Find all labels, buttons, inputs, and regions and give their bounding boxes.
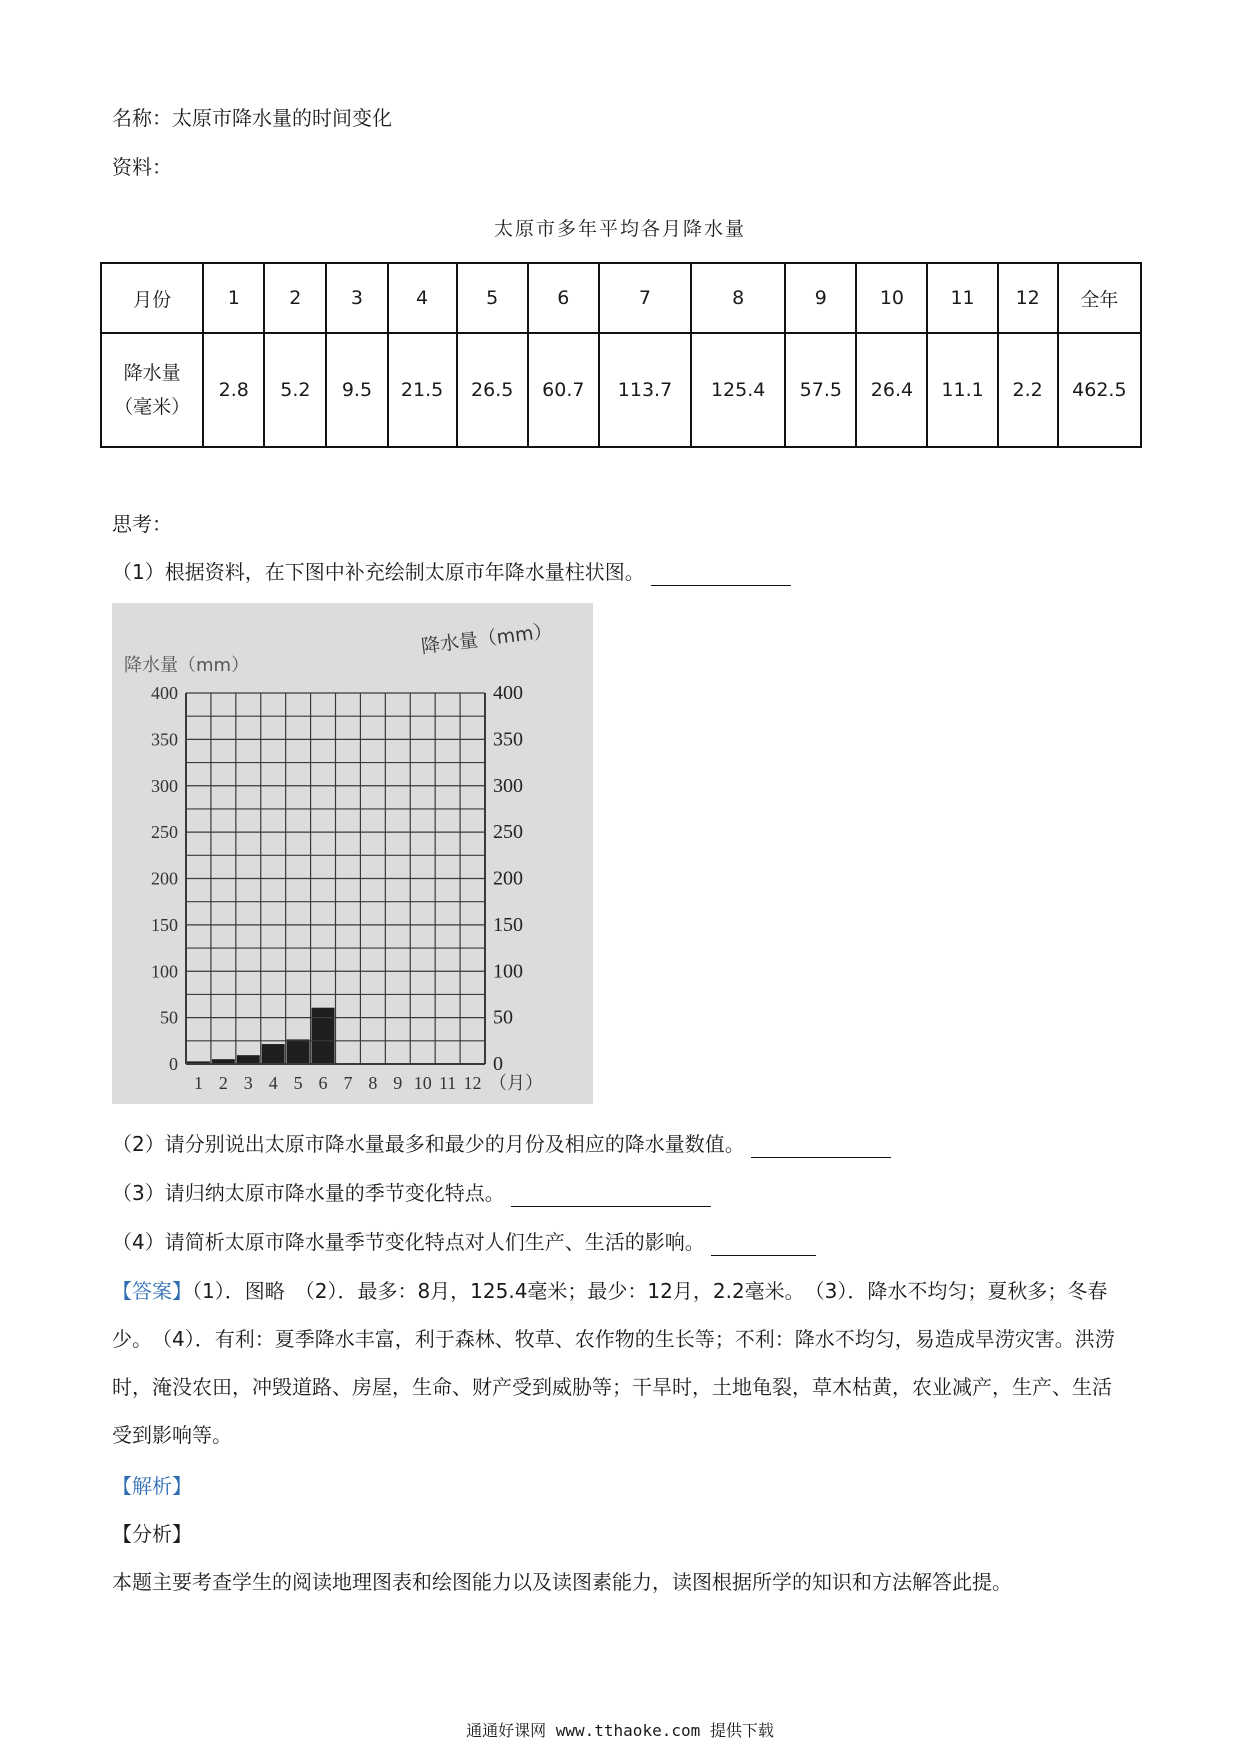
- x-tick-label: 12: [463, 1073, 482, 1093]
- y-tick-label-left: 250: [151, 822, 178, 843]
- x-unit-label: （月）: [489, 1073, 543, 1093]
- header-label-cell: 月份: [101, 263, 203, 333]
- value-cell: 57.5: [785, 333, 856, 447]
- question-2: [112, 1130, 891, 1158]
- month-cell: 1: [203, 263, 264, 333]
- question-4: [112, 1228, 816, 1256]
- row-label-line1: 降水量: [123, 362, 181, 384]
- think-label: 思考：: [112, 512, 172, 536]
- footer-text: 通通好课网 www.tthaoke.com 提供下载: [466, 1721, 774, 1740]
- y-tick-label-right: 150: [493, 913, 523, 936]
- month-cell: 2: [264, 263, 326, 333]
- x-tick-label: 2: [218, 1073, 228, 1093]
- answer-blank[interactable]: [711, 1235, 816, 1256]
- month-cell: 6: [528, 263, 599, 333]
- y-tick-label-left: 50: [160, 1007, 178, 1028]
- y-axis-label-right: 降水量（mm）: [419, 620, 554, 658]
- row-label-cell: [101, 333, 203, 447]
- x-tick-label: 3: [243, 1073, 253, 1093]
- value-cell: 113.7: [599, 333, 691, 447]
- month-cell: 8: [691, 263, 785, 333]
- bar: [287, 1039, 310, 1064]
- y-tick-label-right: 50: [493, 1006, 513, 1029]
- table-value-row: [101, 333, 1141, 447]
- value-cell: 11.1: [927, 333, 997, 447]
- question-3: [112, 1179, 711, 1207]
- month-cell: 5: [457, 263, 528, 333]
- question-3-text: （3）请归纳太原市降水量的季节变化特点。: [112, 1181, 505, 1205]
- precipitation-bar-chart: [112, 603, 593, 1104]
- question-1: [112, 558, 791, 586]
- bar: [312, 1008, 335, 1064]
- x-tick-label: 6: [318, 1073, 328, 1093]
- analysis-tag: 【解析】: [112, 1474, 192, 1498]
- value-cell: 125.4: [691, 333, 785, 447]
- y-axis-label-left: 降水量（mm）: [124, 655, 250, 676]
- analysis-subtag: 【分析】: [112, 1522, 192, 1546]
- y-tick-label-left: 350: [151, 729, 178, 750]
- question-4-text: （4）请简析太原市降水量季节变化特点对人们生产、生活的影响。: [112, 1230, 705, 1254]
- x-tick-label: 9: [393, 1073, 403, 1093]
- answer-text: （1）．图略 （2）．最多：8月，125.4毫米；最少：12月，2.2毫米。 （3）．降水不均匀；夏秋多；冬春少。 （4）．有利：夏季降水丰富，利于森林、牧草、农作物的生长等；不利：降水不均匀，易造成旱涝灾害。洪涝时，淹没农田，冲毁道路、房屋，生命、财产受到威胁等；干旱时，土地龟裂，草木枯黄，农业减产，生产、生活受到影响等。: [112, 1279, 1115, 1447]
- value-cell: 60.7: [528, 333, 599, 447]
- y-tick-label-right: 300: [493, 774, 523, 797]
- value-cell: 26.4: [856, 333, 927, 447]
- y-tick-label-right: 400: [493, 682, 523, 704]
- answer-blank[interactable]: [511, 1186, 711, 1207]
- month-cell: 9: [785, 263, 856, 333]
- month-cell: 7: [599, 263, 691, 333]
- precipitation-table: [100, 262, 1142, 448]
- analysis-text: 本题主要考查学生的阅读地理图表和绘图能力以及读图素能力，读图根据所学的知识和方法解答此提。: [112, 1570, 1012, 1594]
- x-tick-label: 8: [368, 1073, 378, 1093]
- y-tick-label-right: 100: [493, 960, 523, 983]
- month-cell: 3: [326, 263, 387, 333]
- x-tick-label: 7: [343, 1073, 353, 1093]
- value-cell: 2.2: [998, 333, 1058, 447]
- x-tick-label: 11: [438, 1073, 457, 1093]
- y-tick-label-left: 200: [151, 868, 178, 889]
- answer-block: [112, 1267, 1130, 1459]
- value-cell: 26.5: [457, 333, 528, 447]
- answer-blank[interactable]: [751, 1137, 891, 1158]
- y-tick-label-left: 150: [151, 914, 178, 935]
- question-2-text: （2）请分别说出太原市降水量最多和最少的月份及相应的降水量数值。: [112, 1132, 745, 1156]
- name-line: 名称：太原市降水量的时间变化: [112, 106, 392, 130]
- value-cell: 21.5: [388, 333, 457, 447]
- x-tick-label: 1: [193, 1073, 203, 1093]
- value-cell: 9.5: [326, 333, 387, 447]
- answer-tag: 【答案】: [112, 1279, 192, 1303]
- table-caption: 太原市多年平均各月降水量: [493, 218, 746, 240]
- bar: [237, 1055, 260, 1064]
- year-value-cell: 462.5: [1058, 333, 1141, 447]
- table-header-row: [101, 263, 1141, 333]
- y-tick-label-right: 350: [493, 728, 523, 751]
- month-cell: 12: [998, 263, 1058, 333]
- y-tick-label-left: 0: [169, 1054, 178, 1074]
- month-cell: 4: [388, 263, 457, 333]
- x-tick-label: 10: [413, 1073, 432, 1093]
- answer-blank[interactable]: [651, 565, 791, 586]
- y-tick-label-left: 400: [151, 683, 178, 703]
- y-tick-label-right: 250: [493, 821, 523, 844]
- row-label-line2: （毫米）: [114, 396, 191, 418]
- x-tick-label: 4: [268, 1073, 278, 1093]
- question-1-text: （1）根据资料，在下图中补充绘制太原市年降水量柱状图。: [112, 560, 645, 584]
- y-tick-label-right: 0: [493, 1053, 503, 1075]
- value-cell: 5.2: [264, 333, 326, 447]
- y-tick-label-left: 100: [151, 961, 178, 982]
- month-cell: 10: [856, 263, 927, 333]
- material-line: 资料：: [112, 155, 172, 179]
- value-cell: 2.8: [203, 333, 264, 447]
- y-tick-label-left: 300: [151, 775, 178, 796]
- y-tick-label-right: 200: [493, 867, 523, 890]
- bar: [262, 1044, 285, 1064]
- x-tick-label: 5: [293, 1073, 303, 1093]
- year-cell: 全年: [1058, 263, 1141, 333]
- month-cell: 11: [927, 263, 997, 333]
- chart-canvas: [112, 603, 593, 1104]
